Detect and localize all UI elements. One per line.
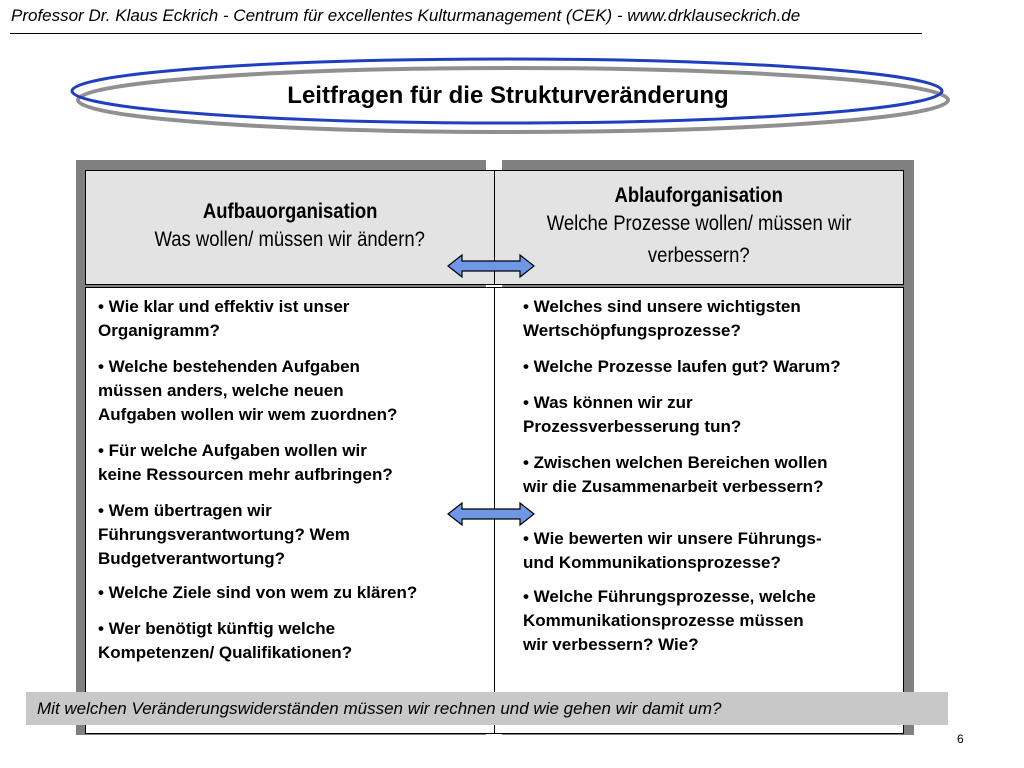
bullet-line: Organigramm? (98, 321, 220, 340)
bullet-line: Aufgaben wollen wir wem zuordnen? (98, 405, 398, 424)
right-bullet-list (523, 295, 901, 675)
bullet-item (98, 439, 493, 487)
double-arrow-icon (446, 501, 536, 527)
bullet-line: wir verbessern? Wie? (523, 635, 699, 654)
bullet-item (523, 527, 901, 575)
bullet-line: • Wer benötigt künftig welche (98, 619, 336, 638)
bullet-item (523, 451, 901, 499)
bullet-line: • Wem übertragen wir (98, 501, 272, 520)
bullet-line: • Wie klar und effektiv ist unser (98, 297, 350, 316)
bullet-line: Führungsverantwortung? Wem (98, 525, 350, 544)
page-number: 6 (957, 732, 964, 746)
bullet-line: • Wie bewerten wir unsere Führungs- (523, 529, 822, 548)
bullet-line: Kommunikationsprozesse müssen (523, 611, 804, 630)
bullet-line: • Welche Prozesse laufen gut? Warum? (523, 357, 841, 376)
bullet-line: müssen anders, welche neuen (98, 381, 344, 400)
bullet-line: Wertschöpfungsprozesse? (523, 321, 741, 340)
bullet-item (523, 355, 901, 379)
bullet-line: wir die Zusammenarbeit verbessern? (523, 477, 824, 496)
bullet-item (523, 391, 901, 439)
bullet-item (98, 499, 493, 571)
left-column-subheading: Was wollen/ müssen wir ändern? (154, 227, 426, 251)
bullet-item (98, 355, 493, 427)
bullet-item (98, 617, 493, 665)
left-bullet-list (98, 295, 493, 675)
bullet-line: • Welche bestehenden Aufgaben (98, 357, 360, 376)
bullet-line: • Was können wir zur (523, 393, 693, 412)
bullet-line: • Welches sind unsere wichtigsten (523, 297, 801, 316)
bullet-item (98, 581, 493, 605)
right-column-header (494, 170, 904, 285)
bullet-line: • Für welche Aufgaben wollen wir (98, 441, 367, 460)
right-column-subheading-line1: Welche Prozesse wollen/ müssen wir (546, 211, 852, 235)
bullet-line: • Zwischen welchen Bereichen wollen (523, 453, 828, 472)
right-column-heading: Ablauforganisation (614, 183, 784, 207)
bullet-line: • Welche Ziele sind von wem zu klären? (98, 583, 418, 602)
bullet-line: • Welche Führungsprozesse, welche (523, 587, 816, 606)
header-text: Professor Dr. Klaus Eckrich - Centrum für excellentes Kulturmanagement (CEK) - www.drklauseckrich.de (11, 6, 801, 25)
bullet-line: Budgetverantwortung? (98, 549, 285, 568)
left-column-header (85, 170, 495, 285)
bullet-line: Kompetenzen/ Qualifikationen? (98, 643, 353, 662)
title-ellipse (0, 0, 1024, 160)
bullet-line: keine Ressourcen mehr aufbringen? (98, 465, 393, 484)
double-arrow-icon (446, 253, 536, 279)
right-column-subheading-line2: verbessern? (648, 243, 750, 267)
bullet-item (98, 295, 493, 343)
left-column-heading: Aufbauorganisation (202, 199, 378, 223)
bullet-item (523, 295, 901, 343)
bullet-line: und Kommunikationsprozesse? (523, 553, 781, 572)
bullet-line: Prozessverbesserung tun? (523, 417, 742, 436)
slide-title: Leitfragen für die Strukturveränderung (287, 82, 729, 109)
bullet-item (523, 585, 901, 657)
bottom-question-bar: Mit welchen Veränderungswiderständen müssen wir rechnen und wie gehen wir damit um? (26, 692, 948, 725)
